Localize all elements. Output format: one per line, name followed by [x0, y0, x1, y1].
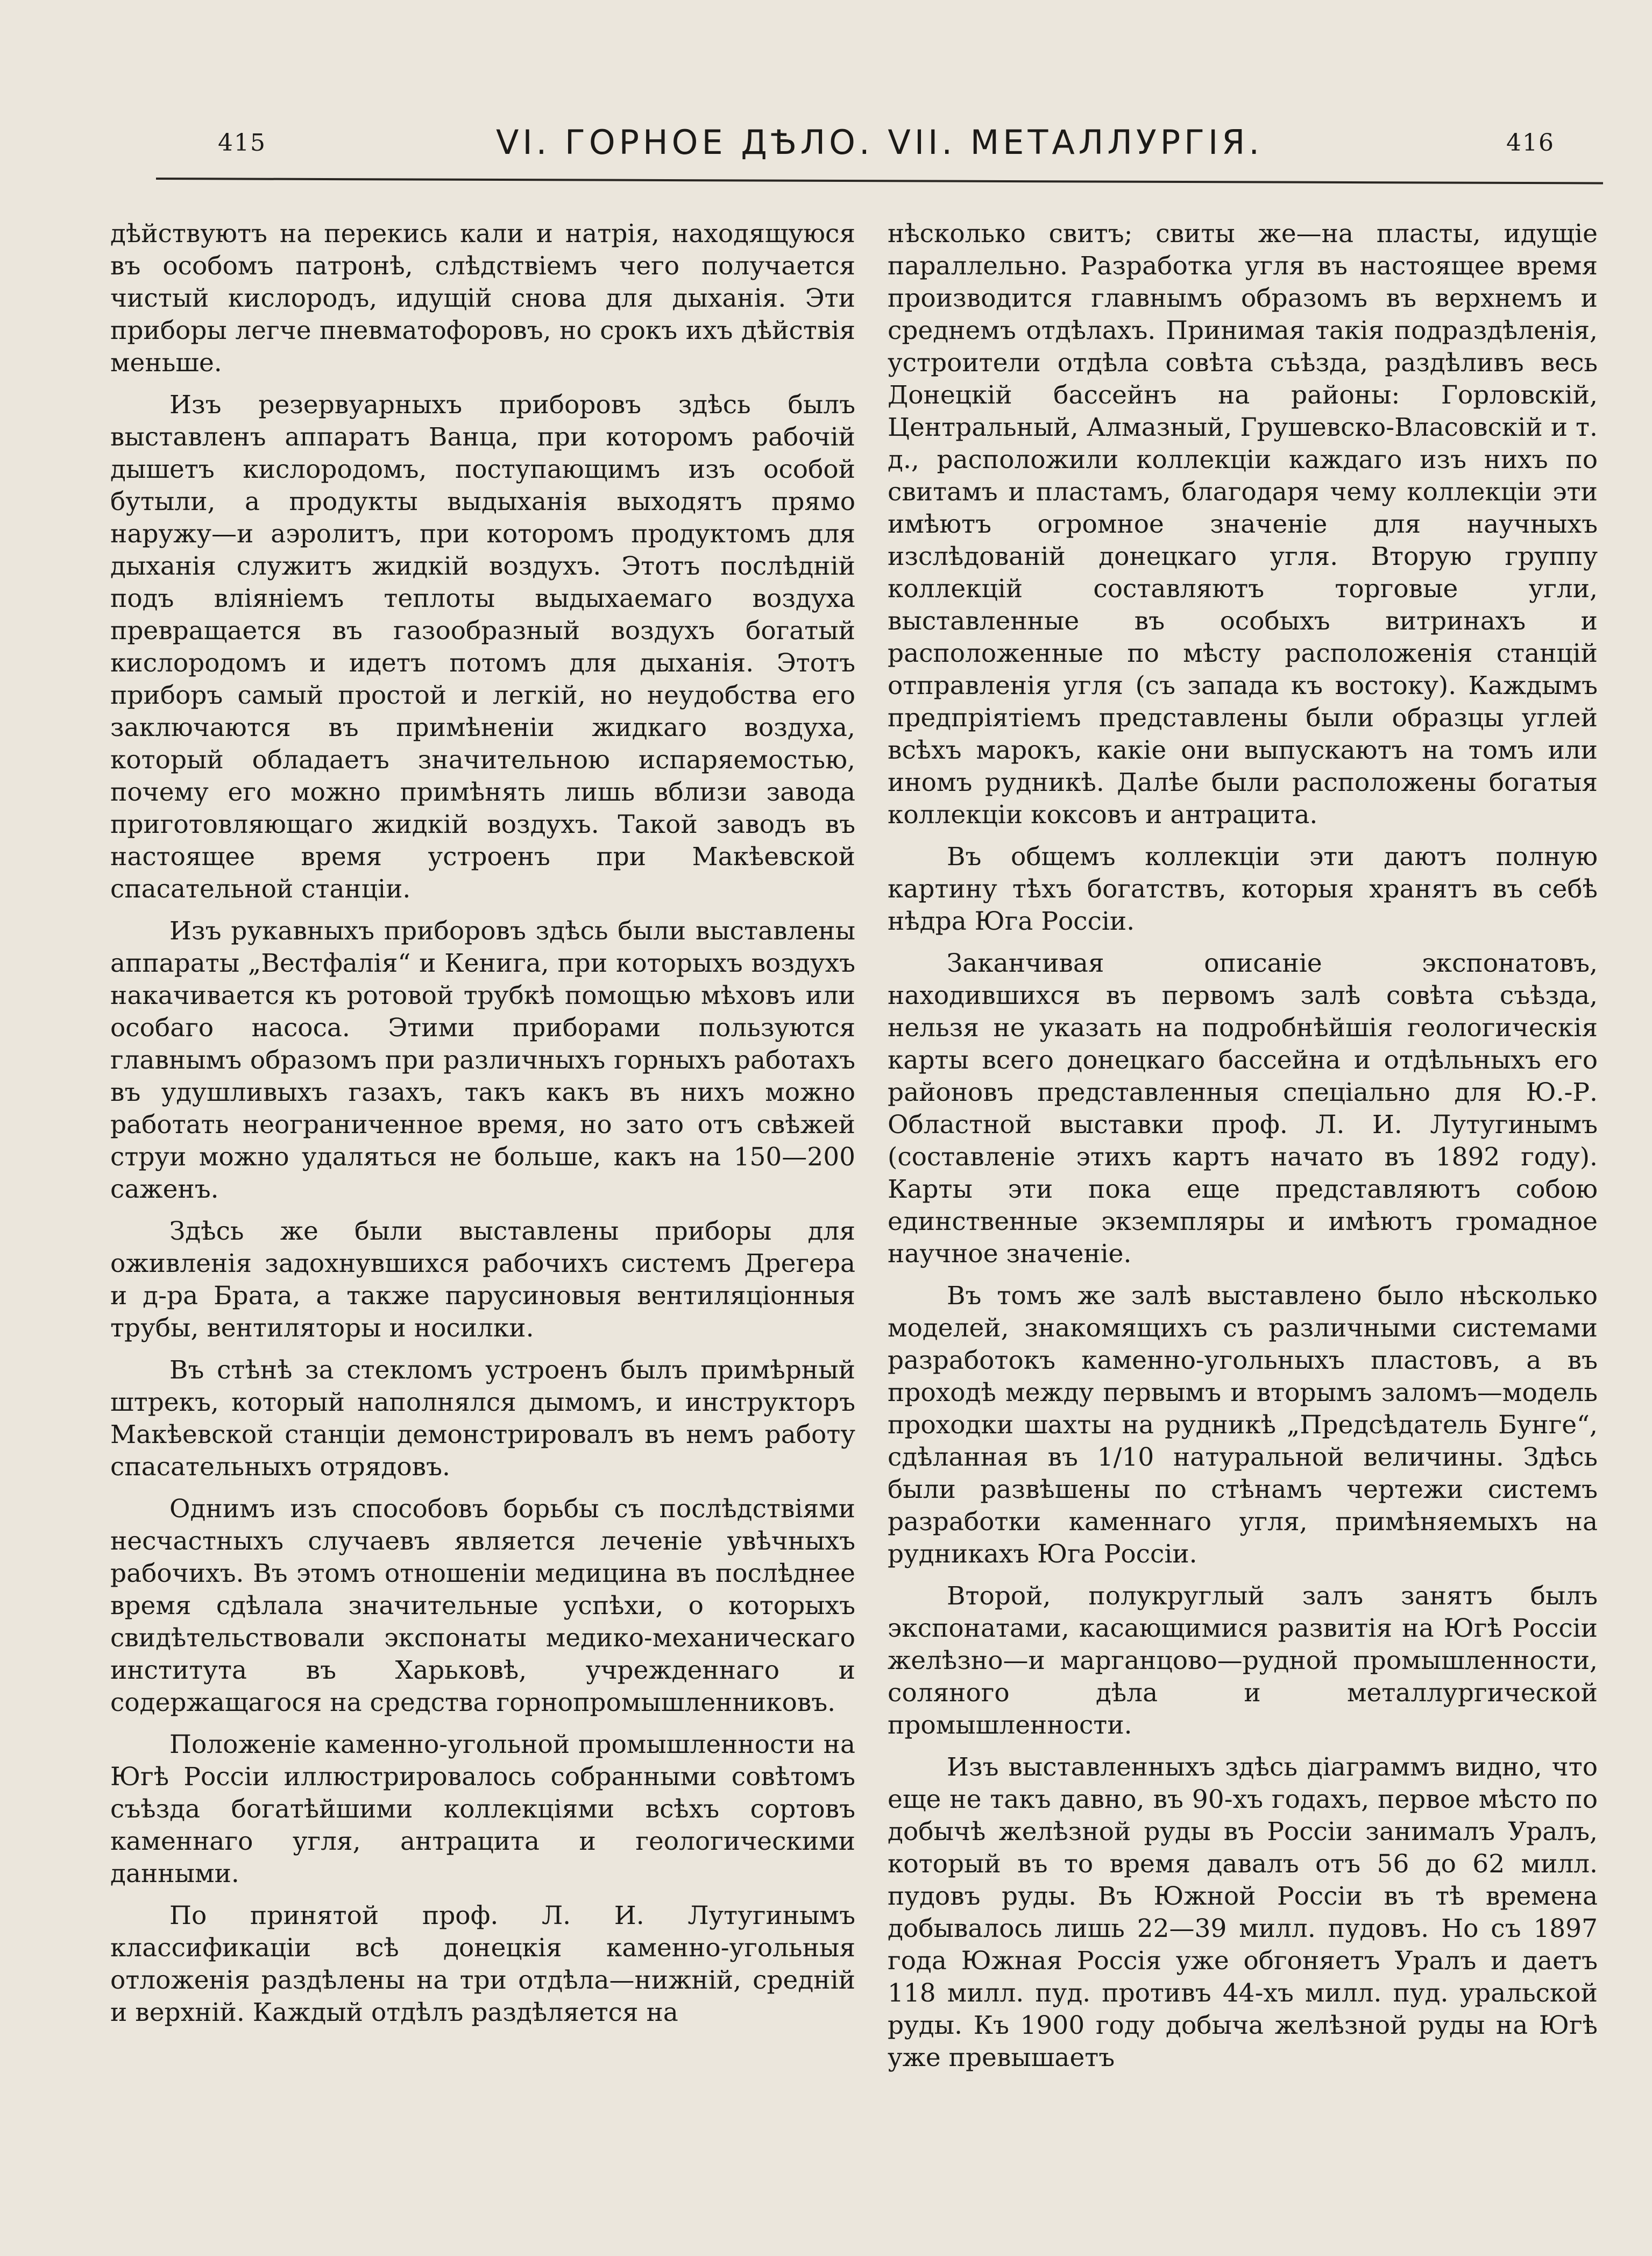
running-title: VI. ГОРНОЕ ДѢЛО. VII. МЕТАЛЛУРГІЯ. [495, 123, 1264, 162]
paragraph: Изъ рукавныхъ приборовъ здѣсь были выставлены аппараты „Вестфалія“ и Кенига, при которыхъ воздухъ накачивается къ ротовой трубкѣ помощью мѣховъ или особаго насоса. Этими приборами пользуются главнымъ образомъ при различныхъ горныхъ работахъ въ удушливыхъ газахъ, такъ какъ въ нихъ можно работать неограниченное время, но зато отъ свѣжей струи можно удаляться не больше, какъ на 150—200 саженъ. [110, 916, 855, 1204]
page-number-right: 416 [1506, 129, 1555, 157]
paragraph: Въ общемъ коллекціи эти даютъ полную картину тѣхъ богатствъ, которыя хранятъ въ себѣ нѣдра Юга Россіи. [888, 842, 1598, 936]
paragraph: Изъ резервуарныхъ приборовъ здѣсь былъ выставленъ аппаратъ Ванца, при которомъ рабочій дышетъ кислородомъ, поступающимъ изъ особой бутыли, а продукты выдыханія выходятъ прямо наружу—и аэролитъ, при которомъ продуктомъ для дыханія служитъ жидкій воздухъ. Этотъ послѣдній подъ вліяніемъ теплоты выдыхаемаго воздуха превращается въ газообразный воздухъ богатый кислородомъ и идетъ потомъ для дыханія. Этотъ приборъ самый простой и легкій, но неудобства его заключаются въ примѣненіи жидкаго воздуха, который обладаетъ значительною испаряемостью, почему его можно примѣнять лишь вблизи завода приготовляющаго жидкій воздухъ. Такой заводъ въ настоящее время устроенъ при Макѣевской спасательной станціи. [110, 390, 855, 904]
left-column [110, 218, 855, 2039]
page-number-left: 415 [218, 129, 266, 157]
paragraph: нѣсколько свитъ; свиты же—на пласты, идущіе параллельно. Разработка угля въ настоящее время производится главнымъ образомъ въ верхнемъ и среднемъ отдѣлахъ. Принимая такія подраздѣленія, устроители отдѣла совѣта съѣзда, раздѣливъ весь Донецкій бассейнъ на районы: Горловскій, Центральный, Алмазный, Грушевско-Власовскій и т. д., расположили коллекціи каждаго изъ нихъ по свитамъ и пластамъ, благодаря чему коллекціи эти имѣютъ огромное значеніе для научныхъ изслѣдованій донецкаго угля. Вторую группу коллекцій составляютъ торговые угли, выставленные въ особыхъ витринахъ и расположенные по мѣсту расположенія станцій отправленія угля (съ запада къ востоку). Каждымъ предпріятіемъ представлены были образцы углей всѣхъ марокъ, какіе они выпускаютъ на томъ или иномъ рудникѣ. Далѣе были расположены богатыя коллекціи коксовъ и антрацита. [888, 219, 1598, 830]
right-column [888, 218, 1598, 2084]
paragraph: Здѣсь же были выставлены приборы для оживленія задохнувшихся рабочихъ системъ Дрегера и д-ра Брата, а также парусиновыя вентиляціонныя трубы, вентиляторы и носилки. [110, 1217, 855, 1343]
header-rule [156, 178, 1603, 184]
paragraph: Второй, полукруглый залъ занятъ былъ экспонатами, касающимися развитія на Югѣ Россіи желѣзно—и марганцово—рудной промышленности, соляного дѣла и металлургической промышленности. [888, 1581, 1598, 1740]
paragraph: Заканчивая описаніе экспонатовъ, находившихся въ первомъ залѣ совѣта съѣзда, нельзя не указать на подробнѣйшія геологическія карты всего донецкаго бассейна и отдѣльныхъ его районовъ представленныя спеціально для Ю.-Р. Областной выставки проф. Л. И. Лутугинымъ (составленіе этихъ картъ начато въ 1892 году). Карты эти пока еще представляютъ собою единственные экземпляры и имѣютъ громадное научное значеніе. [888, 949, 1598, 1269]
paragraph: Однимъ изъ способовъ борьбы съ послѣдствіями несчастныхъ случаевъ является леченіе увѣчныхъ рабочихъ. Въ этомъ отношеніи медицина въ послѣднее время сдѣлала значительные успѣхи, о которыхъ свидѣтельствовали экспонаты медико-механическаго института въ Харьковѣ, учрежденнаго и содержащагося на средства горнопромышленниковъ. [110, 1494, 855, 1717]
paragraph: Положеніе каменно-угольной промышленности на Югѣ Россіи иллюстрировалось собранными совѣтомъ съѣзда богатѣйшими коллекціями всѣхъ сортовъ каменнаго угля, антрацита и геологическими данными. [110, 1730, 855, 1889]
page-header [156, 123, 1603, 171]
paragraph: По принятой проф. Л. И. Лутугинымъ классификаціи всѣ донецкія каменно-угольныя отложенія раздѣлены на три отдѣла—нижній, средній и верхній. Каждый отдѣлъ раздѣляется на [110, 1901, 855, 2027]
paragraph: дѣйствуютъ на перекись кали и натрія, находящуюся въ особомъ патронѣ, слѣдствіемъ чего получается чистый кислородъ, идущій снова для дыханія. Эти приборы легче пневматофоровъ, но срокъ ихъ дѣйствія меньше. [110, 219, 855, 378]
paragraph: Изъ выставленныхъ здѣсь діаграммъ видно, что еще не такъ давно, въ 90-хъ годахъ, первое мѣсто по добычѣ желѣзной руды въ Россіи занималъ Уралъ, который въ то время давалъ отъ 56 до 62 милл. пудовъ руды. Въ Южной Россіи въ тѣ времена добывалось лишь 22—39 милл. пудовъ. Но съ 1897 года Южная Россія уже обгоняетъ Уралъ и даетъ 118 милл. пуд. противъ 44-хъ милл. пуд. уральской руды. Къ 1900 году добыча желѣзной руды на Югѣ уже превышаетъ [888, 1752, 1598, 2073]
paragraph: Въ томъ же залѣ выставлено было нѣсколько моделей, знакомящихъ съ различными системами разработокъ каменно-угольныхъ пластовъ, а въ проходѣ между первымъ и вторымъ заломъ—модель проходки шахты на рудникѣ „Предсѣдатель Бунге“, сдѣланная въ 1/10 натуральной величины. Здѣсь были развѣшены по стѣнамъ чертежи системъ разработки каменнаго угля, примѣняемыхъ на рудникахъ Юга Россіи. [888, 1281, 1598, 1569]
paragraph: Въ стѣнѣ за стекломъ устроенъ былъ примѣрный штрекъ, который наполнялся дымомъ, и инструкторъ Макѣевской станціи демонстрировалъ въ немъ работу спасательныхъ отрядовъ. [110, 1355, 855, 1482]
